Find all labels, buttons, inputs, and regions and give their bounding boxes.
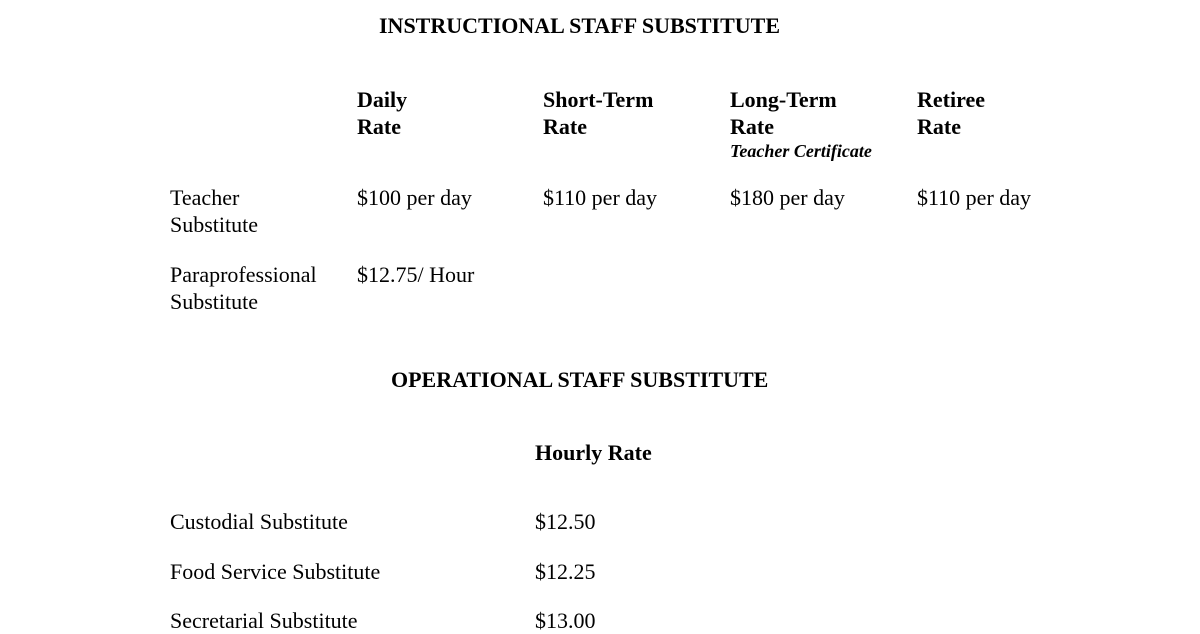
- teacher-short-term-rate: $110 per day: [543, 185, 658, 210]
- header-daily-rate-line2: Rate: [357, 114, 401, 139]
- header-long-term-line2: Rate: [730, 114, 774, 139]
- row-label-teacher-substitute: [170, 184, 258, 238]
- teacher-daily-rate: $100 per day: [357, 185, 472, 210]
- row-label-custodial-substitute: Custodial Substitute: [170, 509, 348, 534]
- food-service-hourly-rate: $12.25: [535, 559, 596, 584]
- header-short-term-line2: Rate: [543, 114, 587, 139]
- header-long-term-rate: [730, 86, 872, 162]
- header-daily-rate: [357, 86, 407, 140]
- row-label-food-service-substitute: Food Service Substitute: [170, 559, 381, 584]
- row-label-paraprofessional-substitute: [170, 261, 317, 315]
- secretarial-hourly-rate: $13.00: [535, 608, 596, 633]
- row-label-secretarial-substitute: Secretarial Substitute: [170, 608, 358, 633]
- paraprofessional-daily-rate: $12.75/ Hour: [357, 262, 475, 287]
- instructional-title: INSTRUCTIONAL STAFF SUBSTITUTE: [379, 13, 781, 38]
- custodial-hourly-rate: $12.50: [535, 509, 596, 534]
- header-retiree-rate: [917, 86, 985, 140]
- header-long-term-note: Teacher Certificate: [730, 141, 872, 161]
- header-hourly-rate: Hourly Rate: [535, 440, 652, 465]
- row-label-line2: Substitute: [170, 289, 259, 314]
- teacher-long-term-rate: $180 per day: [730, 185, 845, 210]
- header-long-term-line1: Long-Term: [730, 87, 837, 112]
- row-label-line2: Substitute: [170, 212, 259, 237]
- teacher-retiree-rate: $110 per day: [917, 185, 1032, 210]
- row-label-line1: Teacher: [170, 185, 240, 210]
- header-retiree-line2: Rate: [917, 114, 961, 139]
- header-retiree-line1: Retiree: [917, 87, 985, 112]
- header-short-term-line1: Short-Term: [543, 87, 654, 112]
- row-label-line1: Paraprofessional: [170, 262, 317, 287]
- header-daily-rate-line1: Daily: [357, 87, 408, 112]
- operational-title: OPERATIONAL STAFF SUBSTITUTE: [391, 367, 769, 392]
- header-short-term-rate: [543, 86, 653, 140]
